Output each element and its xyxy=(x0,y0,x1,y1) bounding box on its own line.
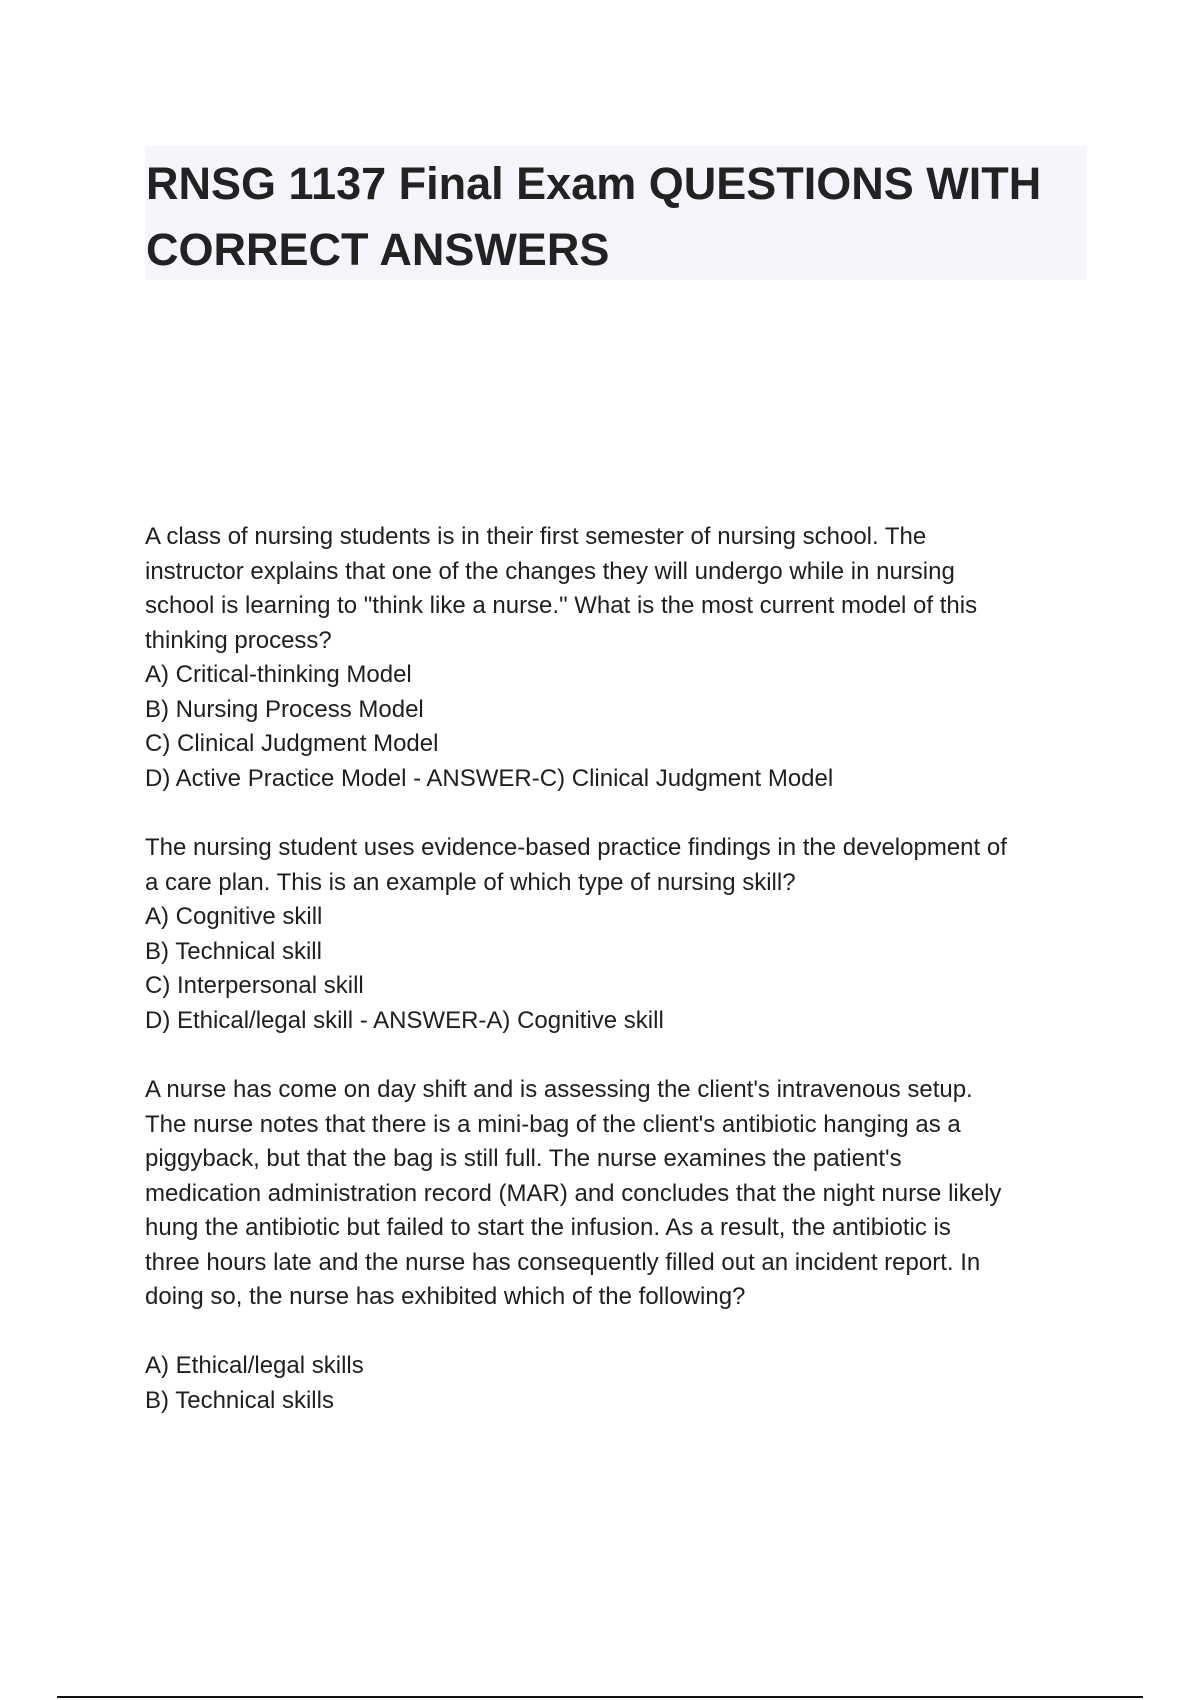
answer-option: A) Cognitive skill xyxy=(145,903,323,930)
question-stem-line: three hours late and the nurse has consequently filled out an incident report. In xyxy=(145,1248,981,1276)
spacer xyxy=(145,796,1095,831)
answer-option: B) Technical skill xyxy=(145,937,322,965)
question-stem-line: piggyback, but that the bag is still full. The nurse examines the patient's xyxy=(145,1145,902,1172)
question-stem-line: instructor explains that one of the changes they will undergo while in nursing xyxy=(145,557,955,585)
footer-divider xyxy=(57,1696,1143,1698)
question-2 xyxy=(145,831,1095,1038)
document-title xyxy=(145,146,1087,280)
question-stem-line: A class of nursing students is in their first semester of nursing school. The xyxy=(145,523,927,550)
questions-list xyxy=(145,520,1095,1418)
answer-option-with-key: D) Active Practice Model - ANSWER-C) Clinical Judgment Model xyxy=(145,764,834,792)
question-3 xyxy=(145,1073,1095,1418)
answer-option: B) Nursing Process Model xyxy=(145,695,424,723)
question-stem-line: doing so, the nurse has exhibited which of the following? xyxy=(145,1283,746,1310)
question-stem-line: The nursing student uses evidence-based practice findings in the development of xyxy=(145,834,1007,861)
spacer xyxy=(145,1038,1095,1073)
question-stem-line: school is learning to "think like a nurse." What is the most current model of this xyxy=(145,592,978,619)
question-stem-line: a care plan. This is an example of which type of nursing skill? xyxy=(145,868,796,896)
answer-option-with-key: D) Ethical/legal skill - ANSWER-A) Cognitive skill xyxy=(145,1006,664,1034)
answer-option: A) Critical-thinking Model xyxy=(145,661,412,688)
title-line: RNSG 1137 Final Exam QUESTIONS WITH xyxy=(146,158,1042,209)
question-stem-line: hung the antibiotic but failed to start the infusion. As a result, the antibiotic is xyxy=(145,1214,951,1241)
question-1 xyxy=(145,520,1095,796)
question-stem-line: The nurse notes that there is a mini-bag of the client's antibiotic hanging as a xyxy=(145,1110,961,1138)
answer-option: A) Ethical/legal skills xyxy=(145,1352,364,1379)
question-stem-line: A nurse has come on day shift and is assessing the client's intravenous setup. xyxy=(145,1076,973,1103)
question-stem-line: thinking process? xyxy=(145,626,332,654)
answer-option: C) Clinical Judgment Model xyxy=(145,730,439,757)
answer-option: B) Technical skills xyxy=(145,1386,334,1414)
spacer xyxy=(145,1315,1095,1350)
title-line: CORRECT ANSWERS xyxy=(146,224,610,275)
question-stem-line: medication administration record (MAR) and concludes that the night nurse likely xyxy=(145,1179,1002,1207)
answer-option: C) Interpersonal skill xyxy=(145,972,364,999)
